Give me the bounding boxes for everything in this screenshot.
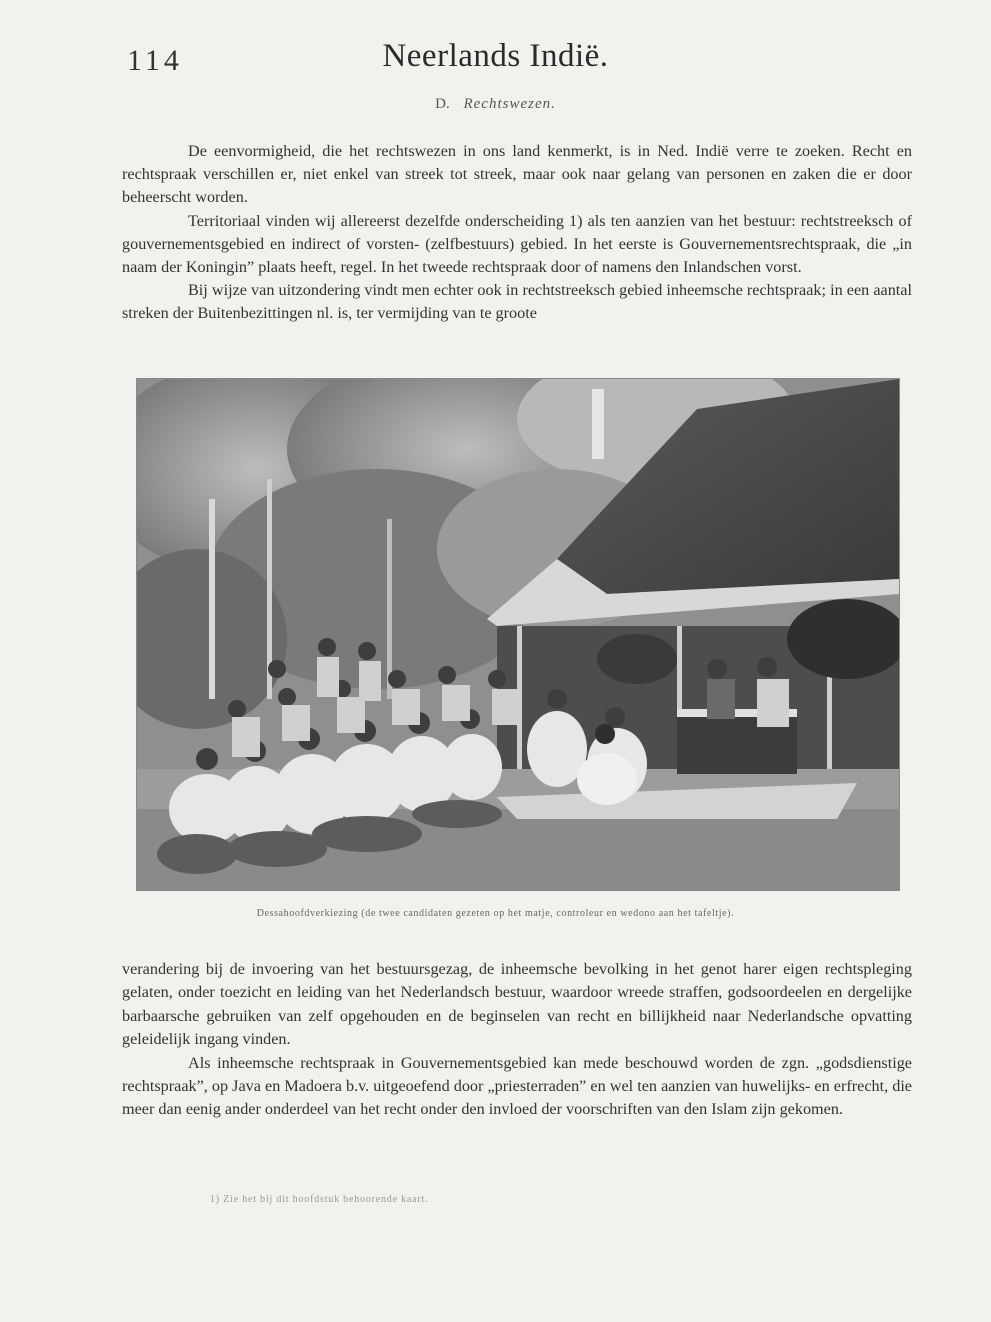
paragraph: De eenvormigheid, die het rechtswezen in ons land kenmerkt, is in Ned. Indië verre te zoeken. Recht en rechtspraak verschillen er, niet enkel van streek tot streek, maar ook naar gelang van personen en zaken die er door beheerscht worden. <box>122 142 912 207</box>
photograph <box>136 378 900 891</box>
photograph-illustration <box>137 379 899 890</box>
paragraph: Als inheemsche rechtspraak in Gouvernementsgebied kan mede beschouwd worden de zgn. „godsdienstige rechtspraak”, op Java en Madoera b.v. uitgeoefend door „priesterraden” en wel ten aanzien van huwelijks- en erfrecht, die meer dan eenig ander onderdeel van het recht onder den invloed der voorschriften van den Islam zijn gekomen. <box>122 1053 912 1119</box>
running-title: Neerlands Indië. <box>382 38 609 74</box>
paragraph: Bij wijze van uitzondering vindt men echter ook in rechtstreeksch gebied inheemsche rechtspraak; in een aantal streken der Buitenbezittingen nl. is, ter vermijding van te groote <box>122 281 912 323</box>
body-text-bottom <box>122 958 912 1122</box>
paragraph: Territoriaal vinden wij allereerst dezelfde onderscheiding 1) als ten aanzien van het bestuur: rechtstreeksch of gouvernementsgebied en indirect of vorsten- (zelfbestuurs) gebied. In het eerste is Gouvernementsrechtspraak, die „in naam der Koningin” plaats heeft, regel. In het tweede rechtspraak door of namens den Inlandschen vorst. <box>122 211 912 277</box>
section-title: Rechtswezen. <box>463 96 556 112</box>
paragraph: verandering bij de invoering van het bestuursgezag, de inheemsche bevolking in het genot harer eigen rechtspleging gelaten, onder toezicht en leiding van het Nederlandsch bestuur, waardoor wreede straffen, godsoordeelen en dergelijke barbaarsche gebruiken van zelf opgehouden en de beginselen van recht en billijkheid naar Nederlandsche opvatting geleidelijk ingang vinden. <box>122 960 912 1049</box>
body-text-top <box>122 140 912 326</box>
page-number: 114 <box>127 44 183 77</box>
section-heading <box>0 96 991 113</box>
section-number: D. <box>435 96 450 112</box>
footnote: 1) Zie het bij dit hoofdstuk behoorende kaart. <box>210 1194 429 1205</box>
figure-caption: Dessahoofdverkiezing (de twee candidaten gezeten op het matje, controleur en wedono aan het tafeltje). <box>256 908 735 919</box>
